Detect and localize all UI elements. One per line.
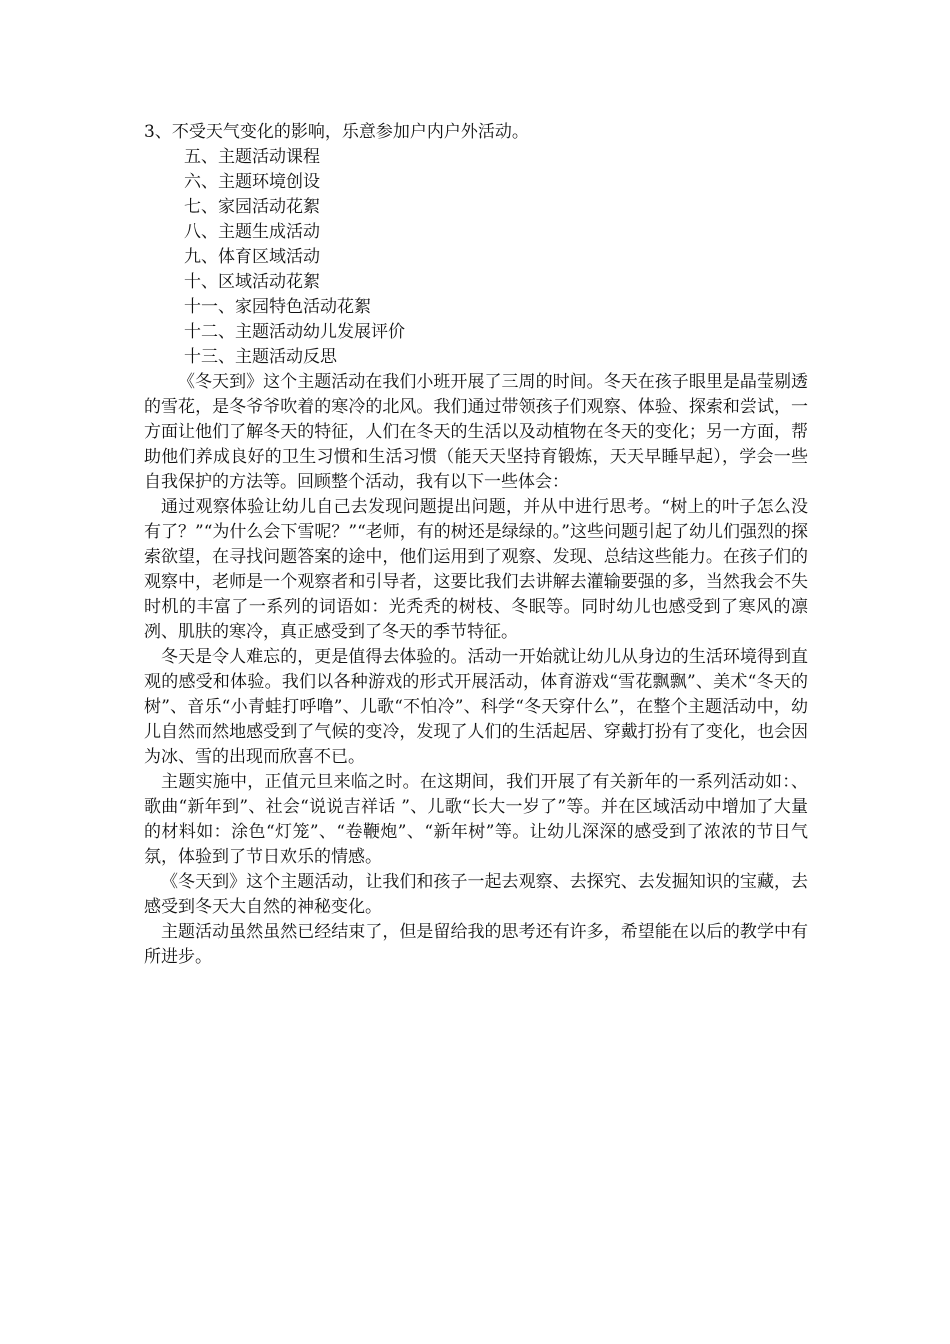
outline-item-11: 十一、家园特色活动花絮 (184, 297, 371, 317)
outline-item-9: 九、体育区域活动 (184, 247, 320, 267)
reflection-body (144, 370, 808, 970)
outline-item-7: 七、家园活动花絮 (184, 197, 320, 217)
outline-item-13: 十三、主题活动反思 (184, 347, 337, 367)
outline-item-6: 六、主题环境创设 (184, 172, 320, 192)
reflection-paragraph-new-year: 主题实施中，正值元旦来临之时。在这期间，我们开展了有关新年的一系列活动如：、歌曲“新年到”、社会“说说吉祥话 ”、儿歌“长大一岁了”等。并在区域活动中增加了大量的材料如：涂色“灯笼”、“卷鞭炮”、“新年树”等。让幼儿深深的感受到了浓浓的节日气氛，体验到了节日欢乐的情感。 (144, 772, 808, 867)
reflection-paragraph-intro: 《冬天到》这个主题活动在我们小班开展了三周的时间。冬天在孩子眼里是晶莹剔透的雪花，是冬爷爷吹着的寒冷的北风。我们通过带领孩子们观察、体验、探索和尝试，一方面让他们了解冬天的特征，人们在冬天的生活以及动植物在冬天的变化；另一方面，帮助他们养成良好的卫生习惯和生活习惯（能天天坚持育锻炼，天天早睡早起），学会一些自我保护的方法等。回顾整个活动，我有以下一些体会： (144, 372, 808, 492)
reflection-paragraph-closing: 主题活动虽然虽然已经结束了，但是留给我的思考还有许多，希望能在以后的教学中有所进步。 (144, 922, 808, 967)
reflection-paragraph-experience: 冬天是令人难忘的，更是值得去体验的。活动一开始就让幼儿从身边的生活环境得到直观的感受和体验。我们以各种游戏的形式开展活动，体育游戏“雪花飘飘”、美术“冬天的树”、音乐“小青蛙打呼噜”、儿歌“不怕冷”、科学“冬天穿什么”，在整个主题活动中，幼儿自然而然地感受到了气候的变冷，发现了人们的生活起居、穿戴打扮有了变化，也会因为冰、雪的出现而欣喜不已。 (144, 647, 808, 767)
reflection-paragraph-summary: 《冬天到》这个主题活动，让我们和孩子一起去观察、去探究、去发掘知识的宝藏，去感受到冬天大自然的神秘变化。 (144, 872, 808, 917)
outline-item-12: 十二、主题活动幼儿发展评价 (184, 322, 405, 342)
objective-item-3: 3、不受天气变化的影响，乐意参加户内户外活动。 (144, 122, 529, 142)
document-page (144, 120, 808, 970)
outline-list (144, 145, 808, 370)
reflection-paragraph-observation: 通过观察体验让幼儿自己去发现问题提出问题，并从中进行思考。“树上的叶子怎么没有了？”“为什么会下雪呢？”“老师，有的树还是绿绿的。”这些问题引起了幼儿们强烈的探索欲望，在寻找问题答案的途中，他们运用到了观察、发现、总结这些能力。在孩子们的观察中，老师是一个观察者和引导者，这要比我们去讲解去灌输要强的多，当然我会不失时机的丰富了一系列的词语如：光秃秃的树枝、冬眠等。同时幼儿也感受到了寒风的凛冽、肌肤的寒冷，真正感受到了冬天的季节特征。 (144, 497, 808, 642)
outline-item-5: 五、主题活动课程 (184, 147, 320, 167)
outline-item-10: 十、区域活动花絮 (184, 272, 320, 292)
outline-item-8: 八、主题生成活动 (184, 222, 320, 242)
